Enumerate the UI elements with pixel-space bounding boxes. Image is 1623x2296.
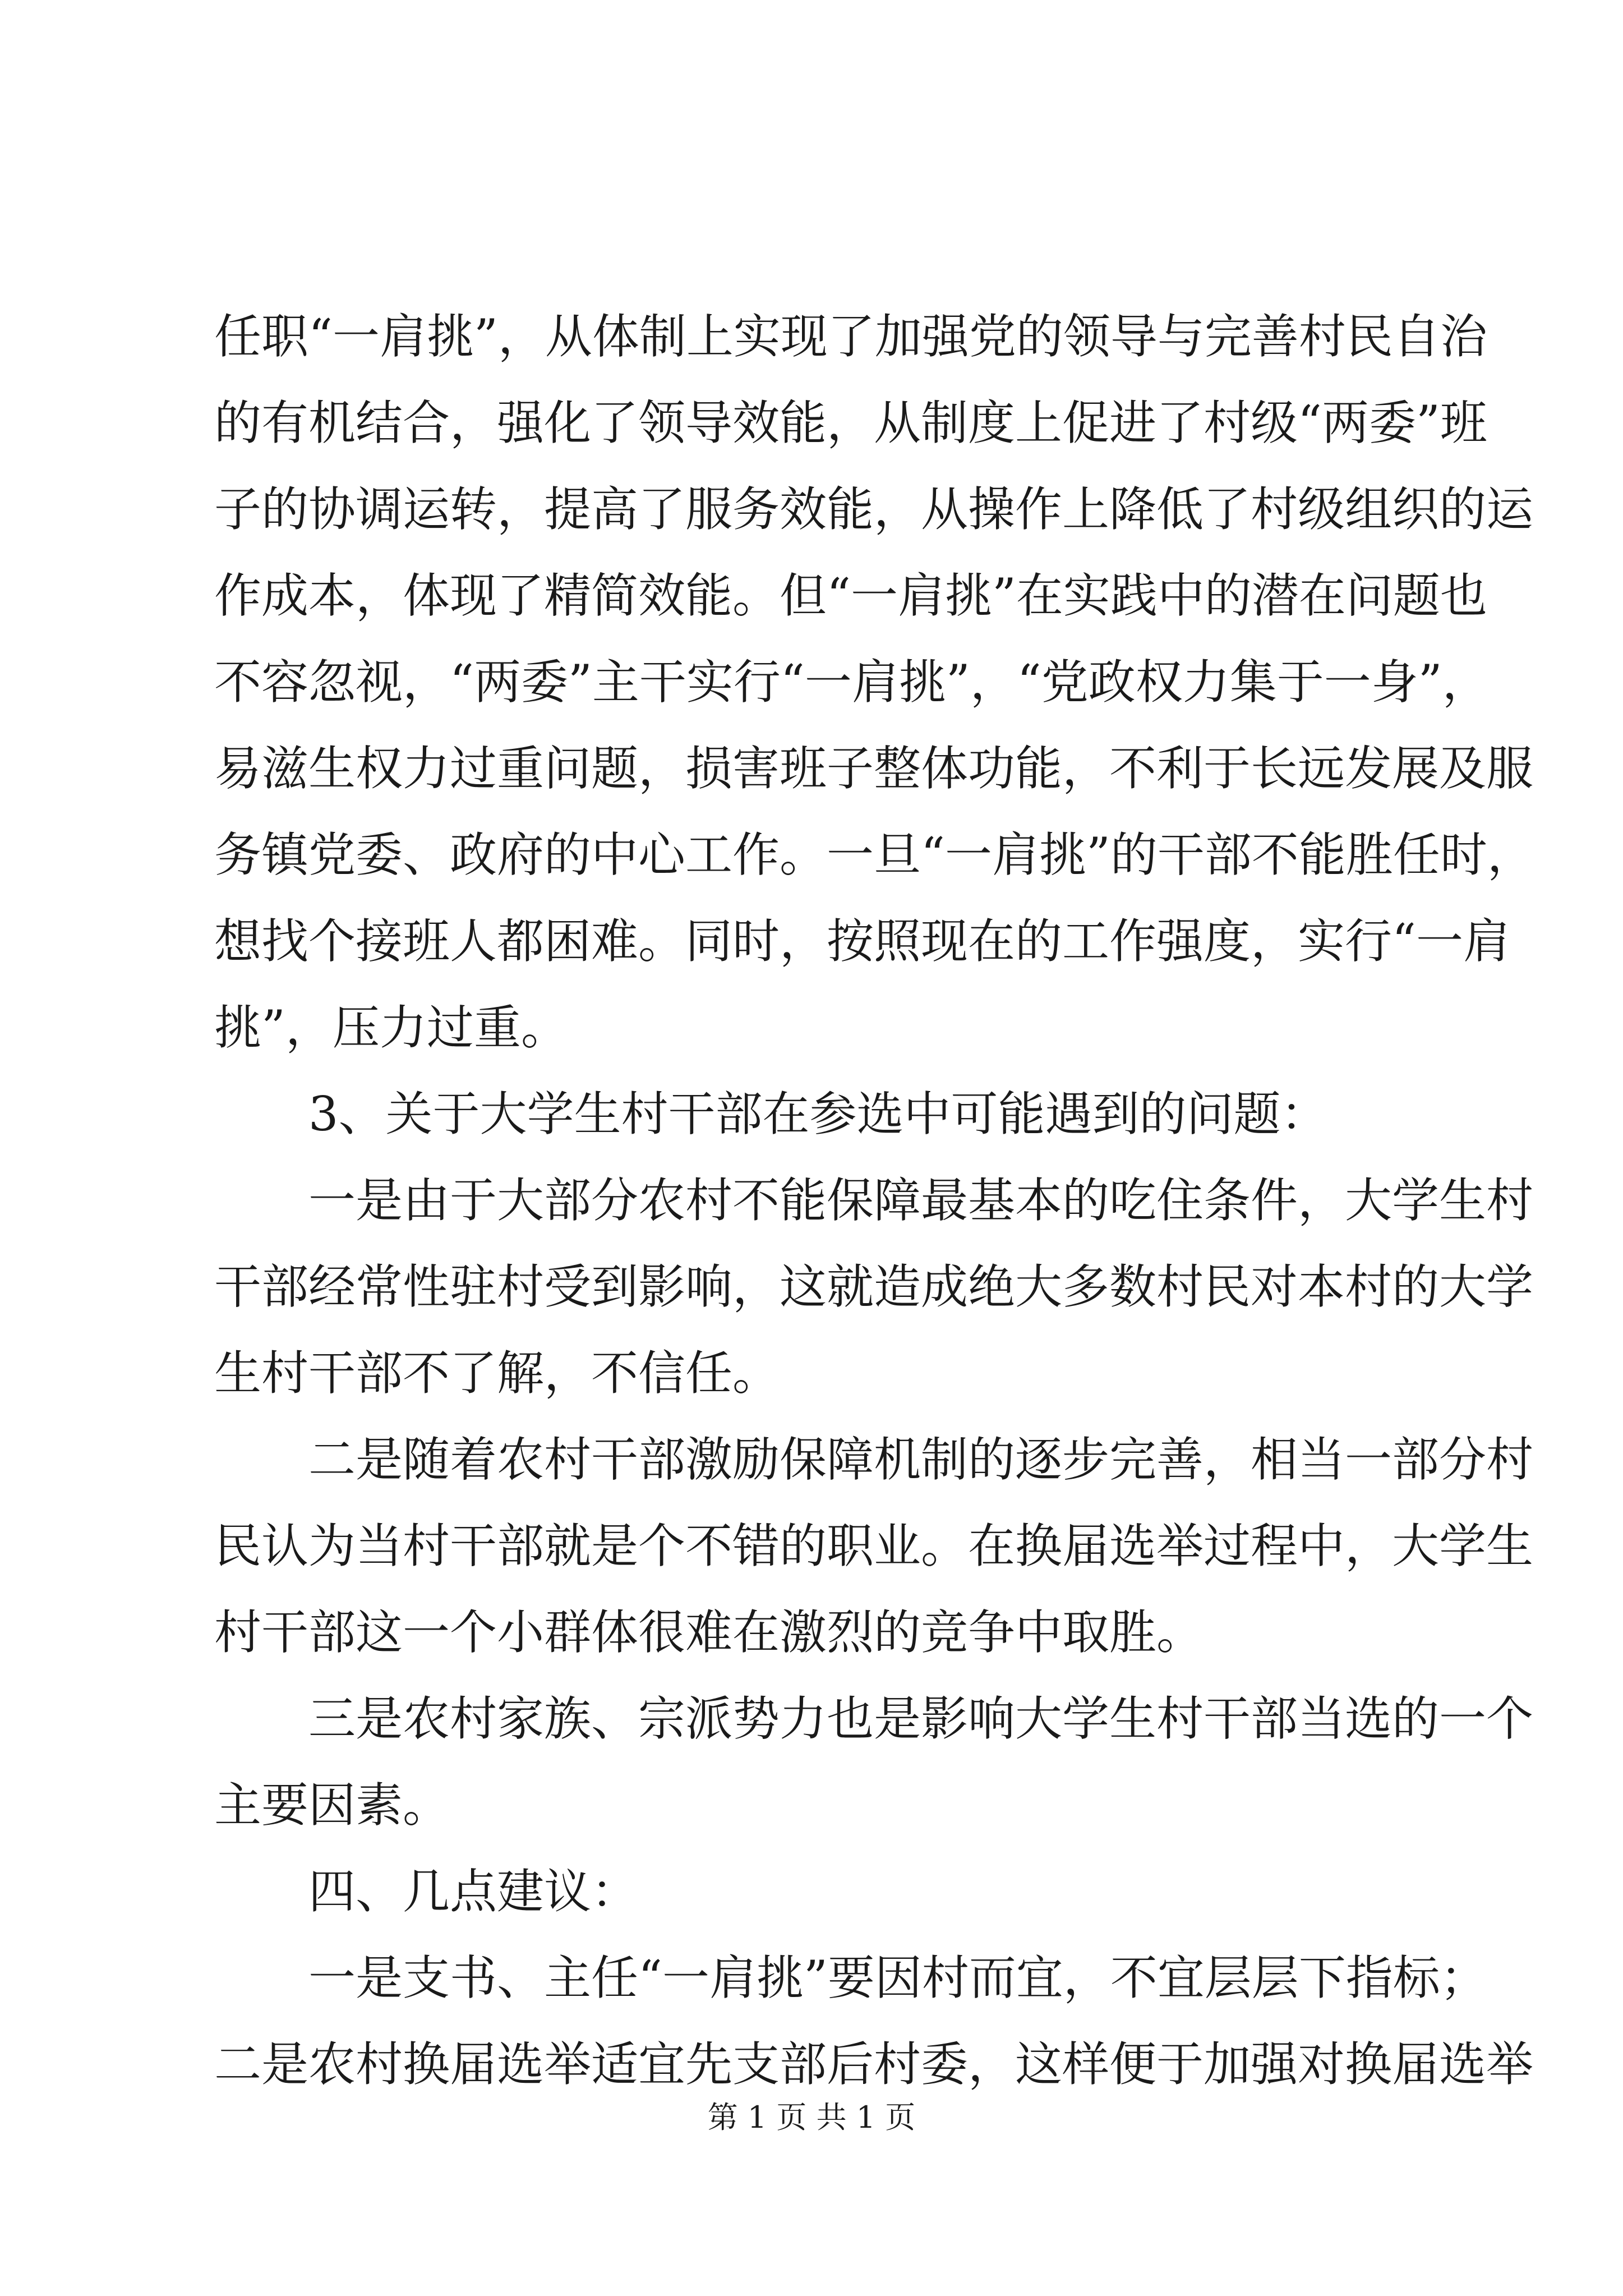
text-line: 不容忽视，“两委”主干实行“一肩挑”，“党政权力集于一身”， bbox=[214, 655, 1490, 710]
text-line: 务镇党委、政府的中心工作。一旦“一肩挑”的干部不能胜任时， bbox=[214, 827, 1534, 882]
text-line: 村干部这一个小群体很难在激烈的竞争中取胜。 bbox=[214, 1605, 1204, 1660]
page-number-label: 第 1 页 共 1 页 bbox=[707, 2100, 916, 2135]
text-line: 的有机结合，强化了领导效能，从制度上促进了村级“两委”班 bbox=[214, 395, 1487, 450]
text-line: 一是支书、主任“一肩挑”要因村而宜，不宜层层下指标； bbox=[308, 1950, 1487, 2005]
page-footer bbox=[0, 2095, 1623, 2140]
text-line: 主要因素。 bbox=[214, 1778, 450, 1833]
text-line: 二是随着农村干部激励保障机制的逐步完善，相当一部分村 bbox=[308, 1432, 1534, 1487]
text-line: 子的协调运转，提高了服务效能，从操作上降低了村级组织的运 bbox=[214, 482, 1534, 537]
text-line: 挑”，压力过重。 bbox=[214, 1000, 568, 1055]
section-heading: 3、关于大学生村干部在参选中可能遇到的问题： bbox=[308, 1087, 1328, 1142]
text-line: 三是农村家族、宗派势力也是影响大学生村干部当选的一个 bbox=[308, 1691, 1534, 1746]
text-line: 任职“一肩挑”，从体制上实现了加强党的领导与完善村民自治 bbox=[214, 309, 1487, 364]
text-line: 作成本，体现了精简效能。但“一肩挑”在实践中的潜在问题也 bbox=[214, 568, 1487, 623]
text-line: 想找个接班人都困难。同时，按照现在的工作强度，实行“一肩 bbox=[214, 914, 1510, 969]
text-line: 干部经常性驻村受到影响，这就造成绝大多数村民对本村的大学 bbox=[214, 1259, 1534, 1314]
text-line: 生村干部不了解，不信任。 bbox=[214, 1346, 780, 1401]
text-line: 二是农村换届选举适宜先支部后村委，这样便于加强对换届选举 bbox=[214, 2037, 1534, 2092]
text-line: 一是由于大部分农村不能保障最基本的吃住条件，大学生村 bbox=[308, 1173, 1534, 1228]
section-heading: 四、几点建议： bbox=[308, 1864, 639, 1919]
text-line: 易滋生权力过重问题，损害班子整体功能，不利于长远发展及服 bbox=[214, 741, 1534, 796]
text-line: 民认为当村干部就是个不错的职业。在换届选举过程中，大学生 bbox=[214, 1519, 1534, 1573]
document-body bbox=[214, 293, 1534, 2108]
